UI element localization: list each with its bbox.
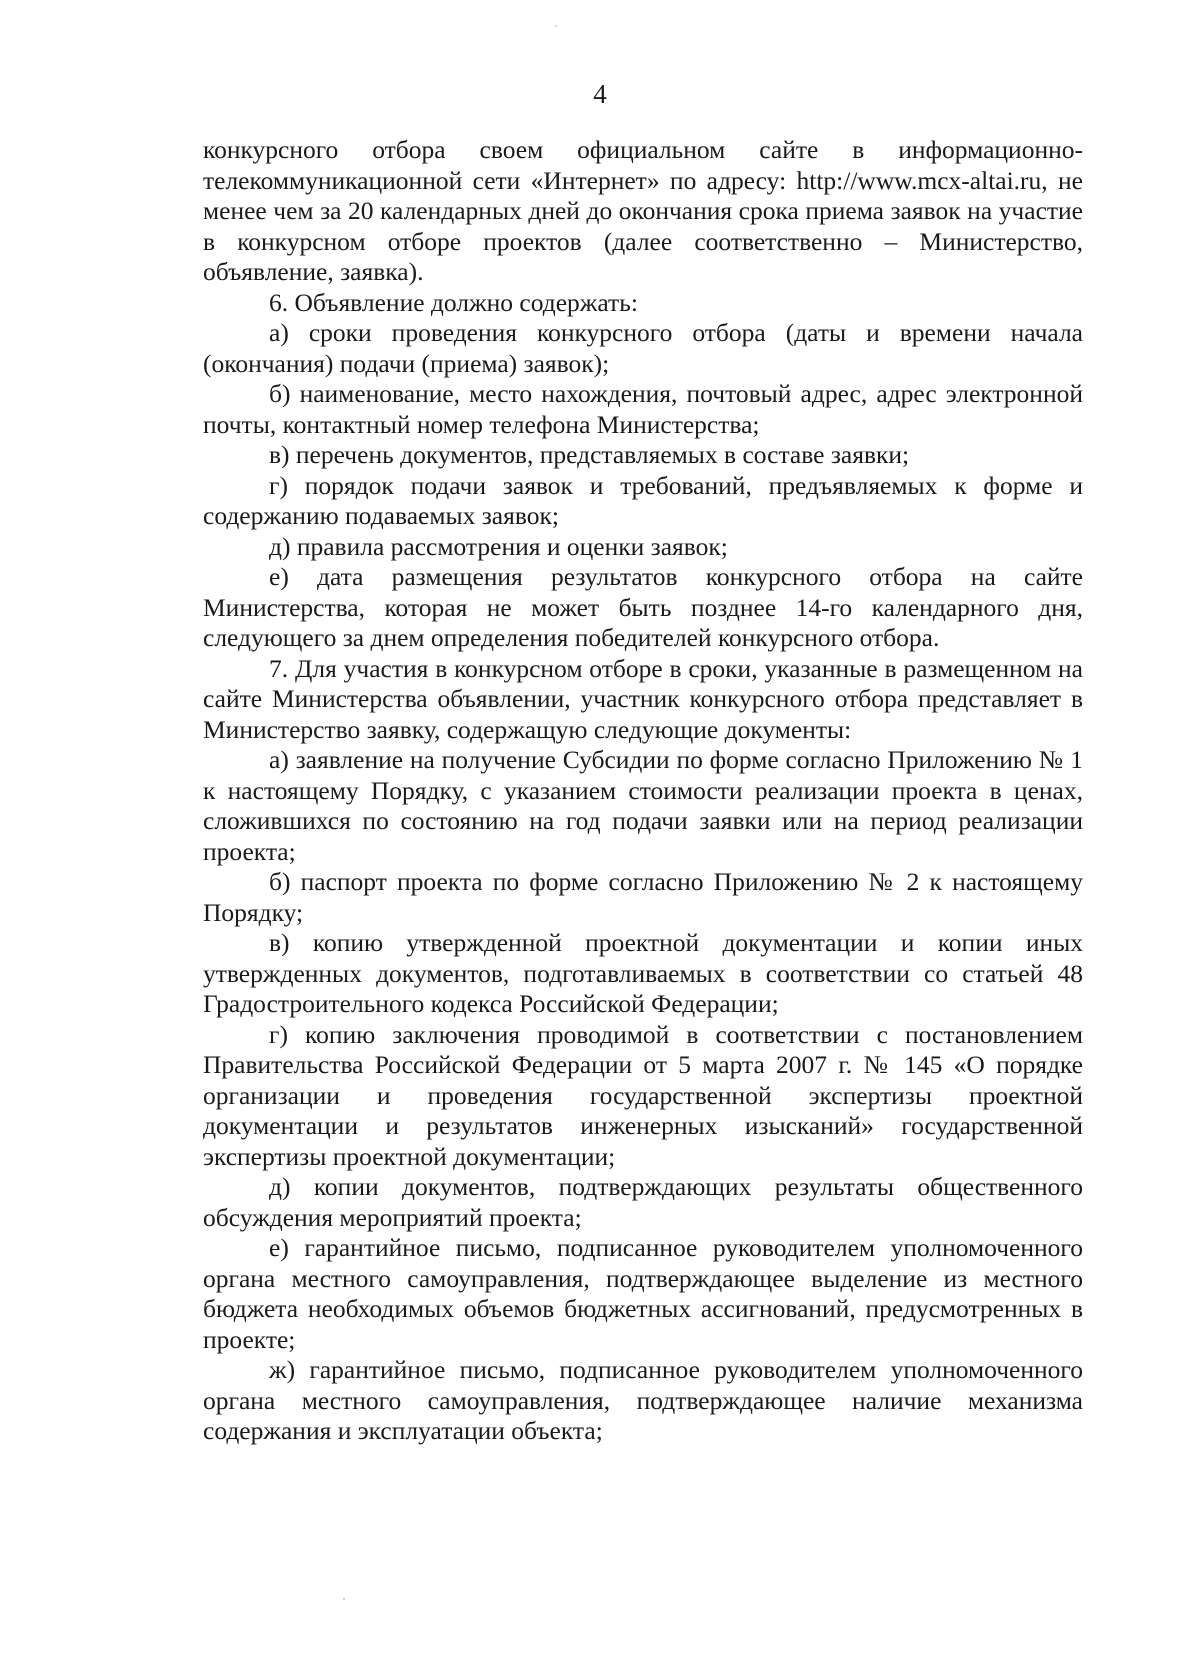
scan-artifact: [555, 25, 557, 27]
paragraph-clause-7-e: е) гарантийное письмо, подписанное руководителем уполномоченного органа местного самоуправления, подтверждающее выделение из местного бюджета необходимых объемов бюджетных ассигнований, предусмотренных в проекте;: [203, 1233, 1083, 1354]
paragraph-clause-7-a: а) заявление на получение Субсидии по форме согласно Приложению № 1 к настоящему Порядку, с указанием стоимости реализации проекта в ценах, сложившихся по состоянию на год подачи заявки или на период реализации проекта;: [203, 745, 1083, 866]
paragraph-clause-6: 6. Объявление должно содержать:: [269, 287, 638, 317]
paragraph-clause-7: 7. Для участия в конкурсном отборе в сроки, указанные в размещенном на сайте Министерства объявлении, участник конкурсного отбора представляет в Министерство заявку, содержащую следующие документы:: [203, 653, 1083, 744]
paragraph-clause-7-zh: ж) гарантийное письмо, подписанное руководителем уполномоченного органа местного самоуправления, подтверждающее наличие механизма содержания и эксплуатации объекта;: [203, 1355, 1083, 1445]
paragraph-clause-6-b: б) наименование, место нахождения, почтовый адрес, адрес электронной почты, контактный номер телефона Министерства;: [203, 379, 1083, 439]
paragraph-clause-6-g: г) порядок подачи заявок и требований, предъявляемых к форме и содержанию подаваемых заявок;: [203, 470, 1083, 530]
paragraph-clause-6-e: е) дата размещения результатов конкурсного отбора на сайте Министерства, которая не может быть позднее 14-го календарного дня, следующего за днем определения победителей конкурсного отбора.: [203, 562, 1083, 652]
paragraph-clause-7-v: в) копию утвержденной проектной документации и копии иных утвержденных документов, подготавливаемых в соответствии со статьей 48 Градостроительного кодекса Российской Федерации;: [203, 928, 1083, 1018]
paragraph-clause-7-b: б) паспорт проекта по форме согласно Приложению № 2 к настоящему Порядку;: [203, 867, 1083, 927]
paragraph-clause-6-d: д) правила рассмотрения и оценки заявок;: [269, 531, 728, 561]
document-body: [203, 135, 1083, 1447]
scan-artifact: [343, 1598, 345, 1600]
page-number: 4: [593, 79, 607, 109]
paragraph-clause-6-a: а) сроки проведения конкурсного отбора (даты и времени начала (окончания) подачи (приема) заявок);: [203, 318, 1083, 378]
paragraph-intro-continuation: конкурсного отбора своем официальном сайте в информационно-телекоммуникационной сети «Интернет» по адресу: http://www.mcx-altai.ru, не менее чем за 20 календарных дней до окончания срока приема заявок на участие в конкурсном отборе проектов (далее соответственно – Министерство, объявление, заявка).: [203, 135, 1083, 286]
paragraph-clause-7-g: г) копию заключения проводимой в соответствии с постановлением Правительства Российской Федерации от 5 марта 2007 г. № 145 «О порядке организации и проведения государственной экспертизы проектной документации и результатов инженерных изысканий» государственной экспертизы проектной документации;: [203, 1019, 1083, 1171]
paragraph-clause-6-v: в) перечень документов, представляемых в составе заявки;: [269, 440, 910, 469]
paragraph-clause-7-d: д) копии документов, подтверждающих результаты общественного обсуждения мероприятий проекта;: [203, 1172, 1083, 1232]
